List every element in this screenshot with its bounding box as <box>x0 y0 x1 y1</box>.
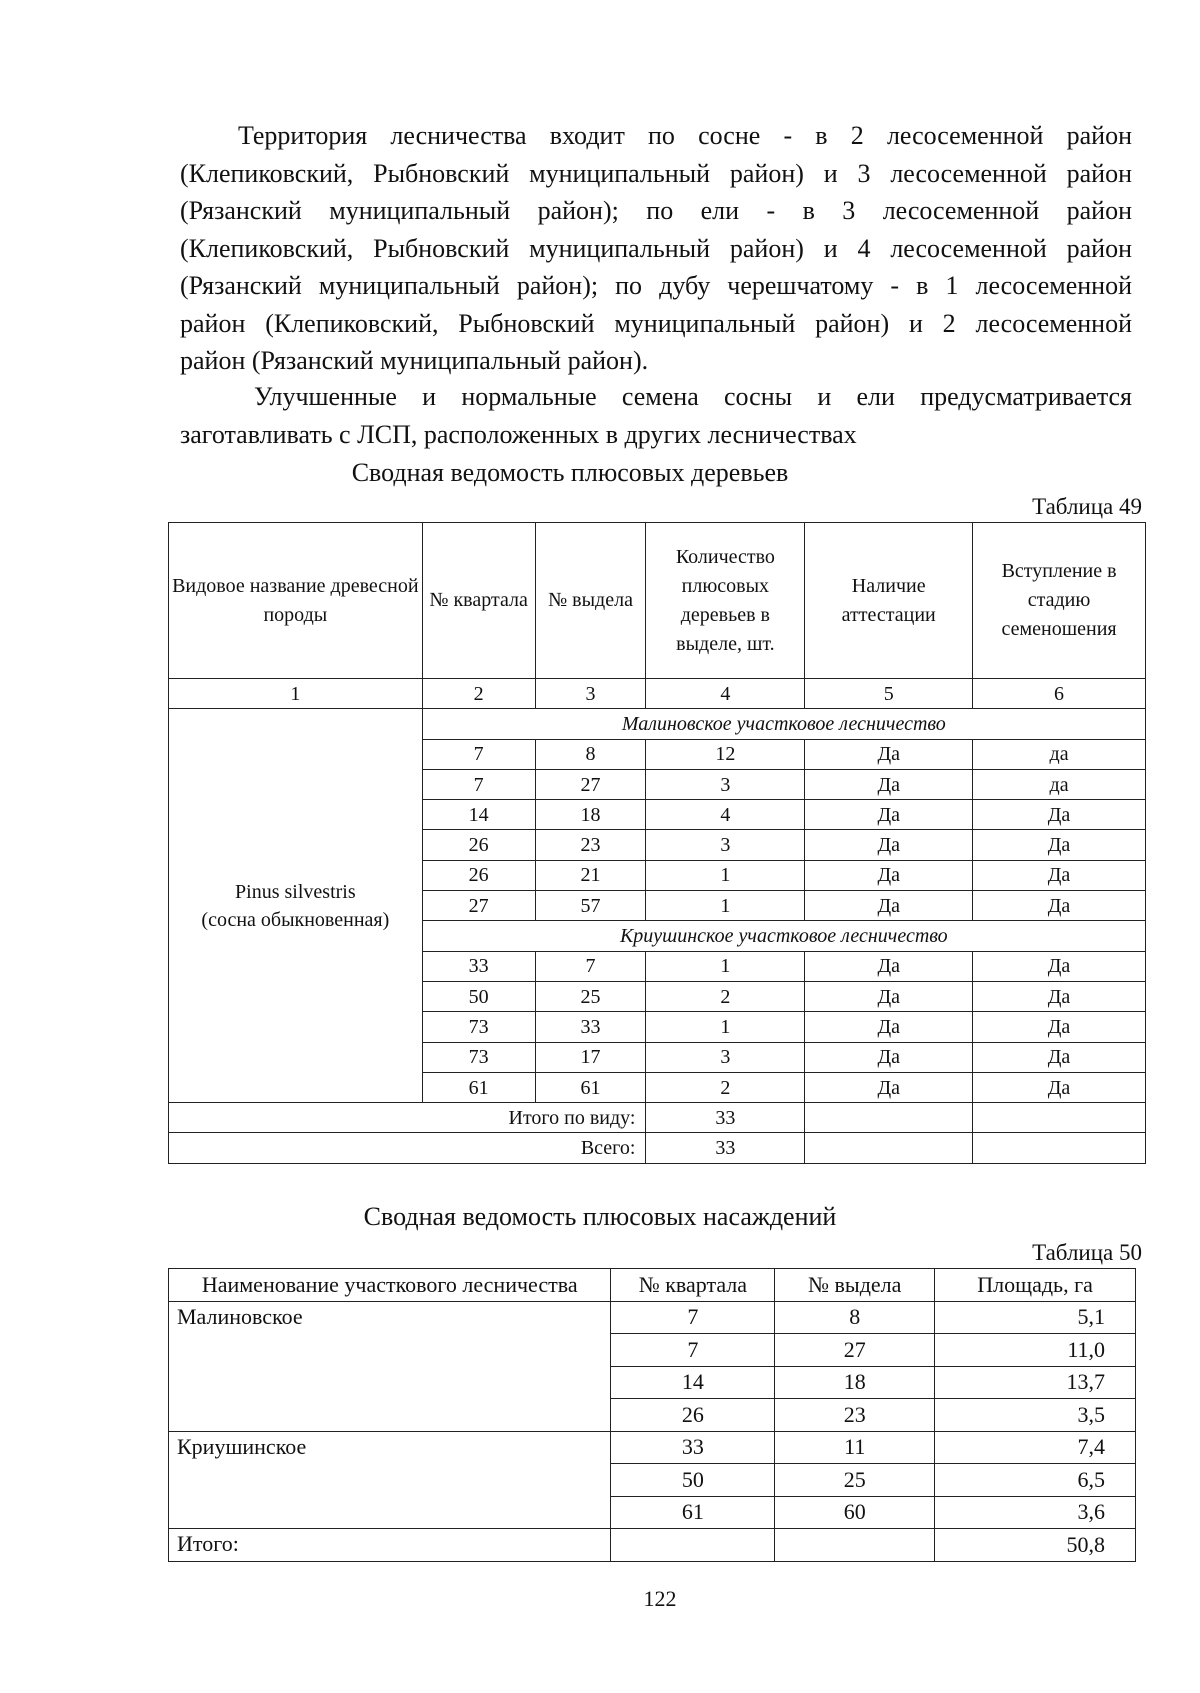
col-number: 4 <box>646 679 805 709</box>
table-header-row <box>169 523 1146 679</box>
text-line: (Рязанский муниципальный район); по дубу черешчатому - в 1 лесосеменной <box>180 271 1132 300</box>
cell: 73 <box>422 1012 535 1042</box>
header-area: Площадь, га <box>935 1269 1136 1302</box>
plus-stands-table <box>168 1268 1136 1562</box>
cell: Да <box>805 1012 973 1042</box>
text-line: Территория лесничества входит по сосне - в 2 лесосеменной район <box>238 121 1132 150</box>
cell: 14 <box>422 800 535 830</box>
species-russian: (сосна обыкновенная) <box>201 908 390 931</box>
cell <box>805 1103 973 1133</box>
total-value: 50,8 <box>935 1529 1136 1562</box>
cell: Да <box>973 951 1146 981</box>
cell <box>973 1133 1146 1163</box>
cell: 50 <box>422 981 535 1011</box>
header-forestry: Наименование участкового лесничества <box>169 1269 611 1302</box>
group-name: Малиновское участковое лесничество <box>422 709 1145 739</box>
cell: да <box>973 739 1146 769</box>
total-value: 33 <box>646 1133 805 1163</box>
cell <box>775 1529 935 1562</box>
col-number: 1 <box>169 679 423 709</box>
cell: Да <box>973 800 1146 830</box>
col-number: 6 <box>973 679 1146 709</box>
cell: 13,7 <box>935 1366 1136 1399</box>
cell: да <box>973 769 1146 799</box>
cell: 3 <box>646 830 805 860</box>
group-name: Криушинское участковое лесничество <box>422 921 1145 951</box>
cell: 3,6 <box>935 1496 1136 1529</box>
header-quarter: № квартала <box>611 1269 775 1302</box>
cell: 57 <box>535 891 646 921</box>
forestry-name: Малиновское <box>169 1301 611 1431</box>
cell: 26 <box>611 1399 775 1432</box>
cell: Да <box>973 860 1146 890</box>
cell: 7 <box>611 1334 775 1367</box>
cell: 61 <box>422 1072 535 1102</box>
page-number: 122 <box>643 1586 677 1611</box>
cell: 25 <box>535 981 646 1011</box>
cell <box>973 1103 1146 1133</box>
cell: Да <box>805 981 973 1011</box>
cell: Да <box>805 1042 973 1072</box>
col-number: 5 <box>805 679 973 709</box>
species-cell <box>169 709 423 1103</box>
cell: 7 <box>422 739 535 769</box>
cell: 26 <box>422 830 535 860</box>
cell: 23 <box>775 1399 935 1432</box>
cell: 1 <box>646 1012 805 1042</box>
cell: 3,5 <box>935 1399 1136 1432</box>
cell: 7 <box>535 951 646 981</box>
cell: 4 <box>646 800 805 830</box>
cell: 23 <box>535 830 646 860</box>
text-line: (Клепиковский, Рыбновский муниципальный район) и 4 лесосеменной район <box>180 233 1132 263</box>
cell: 2 <box>646 981 805 1011</box>
cell: 27 <box>422 891 535 921</box>
cell: 61 <box>611 1496 775 1529</box>
cell: 60 <box>775 1496 935 1529</box>
cell: Да <box>805 860 973 890</box>
header-attestation: Наличие аттестации <box>805 523 973 679</box>
cell: Да <box>973 981 1146 1011</box>
cell: Да <box>805 800 973 830</box>
cell: 7 <box>611 1301 775 1334</box>
cell: 2 <box>646 1072 805 1102</box>
species-latin: Pinus silvestris <box>235 880 356 903</box>
header-seeding: Вступление в стадию семеношения <box>973 523 1146 679</box>
cell: 1 <box>646 891 805 921</box>
cell: 3 <box>646 1042 805 1072</box>
cell: 5,1 <box>935 1301 1136 1334</box>
forestry-name: Криушинское <box>169 1431 611 1529</box>
cell: Да <box>973 1012 1146 1042</box>
cell: 73 <box>422 1042 535 1072</box>
cell: Да <box>973 1042 1146 1072</box>
cell: 61 <box>535 1072 646 1102</box>
cell: 27 <box>535 769 646 799</box>
table-row <box>169 1301 1136 1334</box>
paragraph-seeds <box>180 378 1132 453</box>
subtotal-value: 33 <box>646 1103 805 1133</box>
cell: 14 <box>611 1366 775 1399</box>
text-line: заготавливать с ЛСП, расположенных в других лесничествах <box>180 419 857 449</box>
cell: 6,5 <box>935 1464 1136 1497</box>
text-line: Улучшенные и нормальные семена сосны и ели предусматривается <box>254 382 1132 411</box>
cell: Да <box>805 830 973 860</box>
cell: 3 <box>646 769 805 799</box>
header-species: Видовое название древесной породы <box>169 523 423 679</box>
cell: 27 <box>775 1334 935 1367</box>
cell: 1 <box>646 860 805 890</box>
cell: 8 <box>535 739 646 769</box>
cell: 12 <box>646 739 805 769</box>
cell: 18 <box>535 800 646 830</box>
header-allotment: № выдела <box>535 523 646 679</box>
table50-number: Таблица 50 <box>1032 1240 1142 1265</box>
text-line: район (Рязанский муниципальный район). <box>180 346 649 375</box>
total-label: Всего: <box>169 1133 646 1163</box>
header-quarter: № квартала <box>422 523 535 679</box>
cell: 25 <box>775 1464 935 1497</box>
table49-number: Таблица 49 <box>1032 494 1142 519</box>
cell: 50 <box>611 1464 775 1497</box>
cell <box>805 1133 973 1163</box>
cell: 33 <box>422 951 535 981</box>
header-allotment: № выдела <box>775 1269 935 1302</box>
cell: Да <box>973 891 1146 921</box>
cell: 17 <box>535 1042 646 1072</box>
cell: 11,0 <box>935 1334 1136 1367</box>
text-line: (Рязанский муниципальный район); по ели - в 3 лесосеменной район <box>180 196 1132 225</box>
cell <box>611 1529 775 1562</box>
cell: 33 <box>611 1431 775 1464</box>
table-header-row <box>169 1269 1136 1302</box>
cell: 33 <box>535 1012 646 1042</box>
cell: 21 <box>535 860 646 890</box>
cell: Да <box>805 1072 973 1102</box>
table-row <box>169 1431 1136 1464</box>
cell: 26 <box>422 860 535 890</box>
cell: Да <box>805 951 973 981</box>
cell: Да <box>805 769 973 799</box>
text-line: район (Клепиковский, Рыбновский муниципальный район) и 2 лесосеменной <box>180 308 1132 338</box>
col-number: 3 <box>535 679 646 709</box>
table49-title: Сводная ведомость плюсовых деревьев <box>351 458 789 487</box>
total-row <box>169 1133 1146 1163</box>
table50-title: Сводная ведомость плюсовых насаждений <box>363 1202 837 1231</box>
cell: 7,4 <box>935 1431 1136 1464</box>
cell: 7 <box>422 769 535 799</box>
cell: 18 <box>775 1366 935 1399</box>
paragraph-territory <box>180 117 1132 380</box>
cell: 1 <box>646 951 805 981</box>
group-row <box>169 709 1146 739</box>
plus-trees-table <box>168 522 1146 1164</box>
header-count: Количество плюсовых деревьев в выделе, шт. <box>646 523 805 679</box>
total-row <box>169 1529 1136 1562</box>
cell: Да <box>973 830 1146 860</box>
cell: 11 <box>775 1431 935 1464</box>
text-line: (Клепиковский, Рыбновский муниципальный район) и 3 лесосеменной район <box>180 158 1132 188</box>
subtotal-row <box>169 1103 1146 1133</box>
cell: Да <box>973 1072 1146 1102</box>
cell: 8 <box>775 1301 935 1334</box>
column-numbers-row <box>169 679 1146 709</box>
subtotal-label: Итого по виду: <box>169 1103 646 1133</box>
col-number: 2 <box>422 679 535 709</box>
total-label: Итого: <box>169 1529 611 1562</box>
cell: Да <box>805 739 973 769</box>
cell: Да <box>805 891 973 921</box>
